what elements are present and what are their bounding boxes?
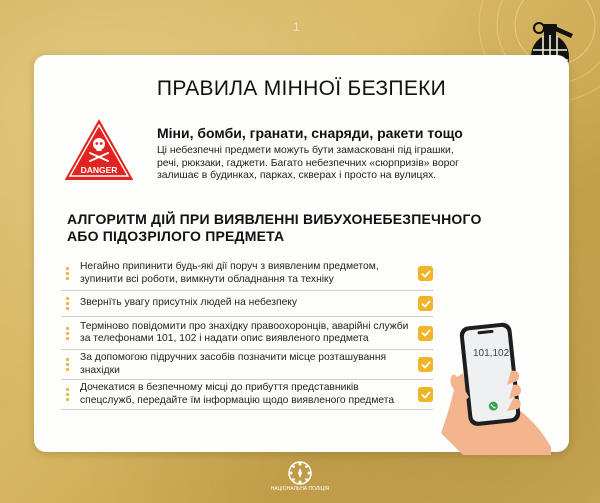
list-item [61, 317, 433, 350]
step-text: За допомогою підручних засобів позначити місце розташування знахідки [80, 352, 387, 376]
bullet-icon [66, 358, 70, 371]
danger-sign-icon [61, 115, 137, 183]
intro-heading: Міни, бомби, гранати, снаряди, ракети тощо [157, 125, 463, 141]
steps-list [61, 257, 433, 410]
intro-text: Ці небезпечні предмети можуть бути замасковані під іграшки, речі, рюкзаки, гаджети. Багато небезпечних «сюрпризів» ворог залишає в будинках, парках, скверах і просто на вулицях. [157, 145, 459, 182]
step-text: Звернїть увагу присутніх людей на небезпеку [80, 297, 298, 309]
algorithm-heading: АЛГОРИТМ ДІЙ ПРИ ВИЯВЛЕННІ ВИБУХОНЕБЕЗПЕЧНОГО АБО ПІДОЗРІЛОГО ПРЕДМЕТА [67, 211, 482, 244]
list-item [61, 257, 433, 291]
list-item [61, 291, 433, 317]
page-title: ПРАВИЛА МІННОЇ БЕЗПЕКИ [156, 77, 447, 100]
phone-screen-number: 101,102 [473, 348, 510, 359]
police-logo-icon [283, 459, 317, 499]
bullet-icon [66, 297, 70, 310]
checkmark-icon [418, 296, 433, 311]
step-text: Дочекатися в безпечному місці до прибуття представників спецслужб, передайте їм інформацію щодо виявленого предмета [80, 382, 395, 406]
danger-sign-label: DANGER [80, 165, 118, 175]
bullet-icon [66, 327, 70, 340]
hand-phone-illustration [423, 315, 553, 455]
page-number: 1 [293, 20, 300, 34]
police-logo-text: НАЦІОНАЛЬНА ПОЛІЦІЯ [270, 486, 330, 492]
bullet-icon [66, 388, 70, 401]
step-text: Терміново повідомити про знахідку правоохоронців, аварійні служби за телефонами 101, 102 і надати опис виявленого предмета [80, 320, 409, 344]
checkmark-icon [418, 266, 433, 281]
step-text: Негайно припинити будь-які дії поруч з виявленим предметом, зупинити всі роботи, вимкнути обладнання та техніку [80, 261, 379, 285]
bullet-icon [66, 267, 70, 280]
list-item [61, 350, 433, 380]
list-item [61, 380, 433, 410]
